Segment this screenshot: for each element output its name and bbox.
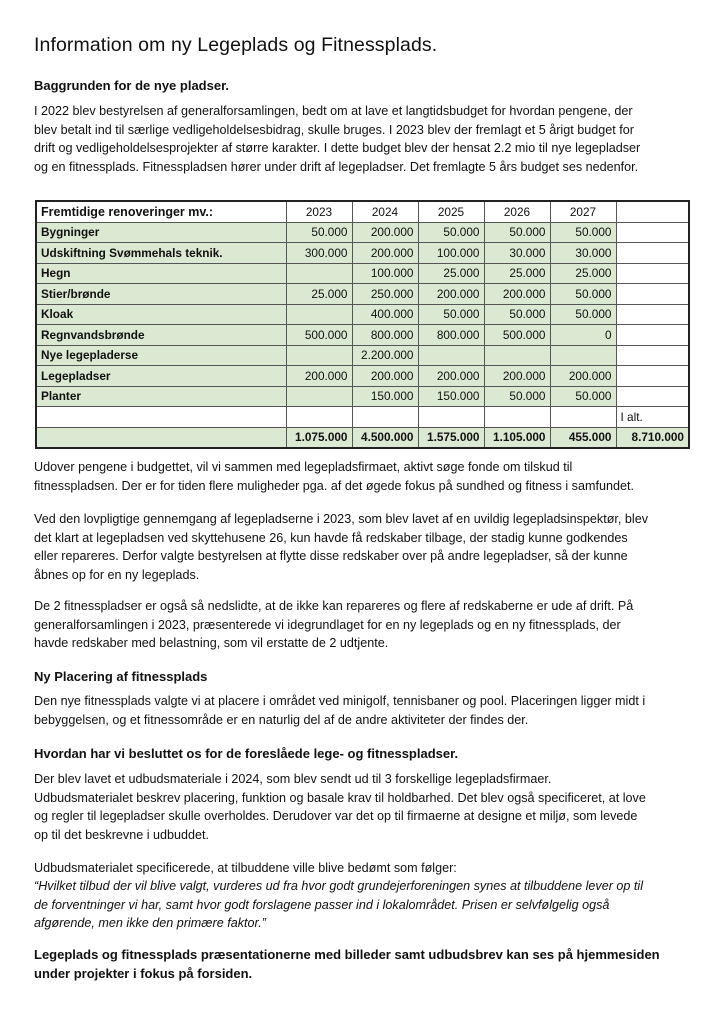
table-cell: 0 [550,325,616,346]
table-cell [286,304,352,325]
table-cell: 250.000 [352,284,418,305]
text-line: “Hvilket tilbud der vil blive valgt, vurderes ud fra hvor godt grundejerforeningen synes at tilbuddene lever op til [34,879,644,893]
total-cell: 1.075.000 [286,427,352,448]
paragraph-background [34,102,696,176]
row-label: Stier/brønde [36,284,286,305]
table-header-cell: 2024 [352,201,418,222]
row-label: Bygninger [36,222,286,243]
total-cell: 1.575.000 [418,427,484,448]
paragraph-funding [34,458,696,495]
table-row [36,263,689,284]
table-cell [418,407,484,428]
table-cell: 30.000 [550,243,616,264]
table-header-cell: 2023 [286,201,352,222]
text-line: under projekter i fokus på forsiden. [34,966,253,981]
total-cell: 455.000 [550,427,616,448]
table-cell [616,345,689,366]
table-header-cell [616,201,689,222]
table-row [36,386,689,407]
table-cell: 200.000 [418,366,484,387]
table-cell: 50.000 [484,222,550,243]
text-line: Udover pengene i budgettet, vil vi sammen med legepladsfirmaet, aktivt søge fonde om tilskud til [34,460,573,474]
table-cell: 100.000 [352,263,418,284]
table-cell [550,345,616,366]
table-cell: 100.000 [418,243,484,264]
row-label: Legepladser [36,366,286,387]
text-line: I 2022 blev bestyrelsen af generalforsamlingen, bedt om at lave et langtidsbudget for hvordan pengene, der [34,104,633,118]
table-cell: 50.000 [550,386,616,407]
table-cell [616,366,689,387]
table-cell: 2.200.000 [352,345,418,366]
table-cell [418,345,484,366]
row-label: Hegn [36,263,286,284]
table-cell: 500.000 [286,325,352,346]
table-header-cell: Fremtidige renoveringer mv.: [36,201,286,222]
text-line: blev betalt ind til særlige vedligeholdelsesbidrag, skulle bruges. I 2023 blev der fremlagt et 5 årigt budget for [34,122,634,137]
table-cell: 200.000 [352,243,418,264]
table-cell: 50.000 [484,386,550,407]
total-cell: 4.500.000 [352,427,418,448]
row-label [36,427,286,448]
text-line: op til det beskrevne i udbuddet. [34,827,210,842]
paragraph-inspection [34,510,696,584]
table-cell: 200.000 [418,284,484,305]
table-row [36,325,689,346]
table-cell: 200.000 [550,366,616,387]
table-header-row [36,201,689,222]
table-cell [484,345,550,366]
table-cell: 200.000 [484,366,550,387]
table-cell: 50.000 [418,222,484,243]
text-line: de forventninger vi har, samt hvor godt forslagene passer ind i lokalområdet. Prisen er selvfølgelig også [34,897,610,912]
table-cell [616,304,689,325]
text-line: det klart at legepladsen ved skyttehusene 26, kun havde få redskaber tilbage, der stadig kunne godkendes [34,530,628,545]
table-row [36,222,689,243]
table-cell: 25.000 [286,284,352,305]
table-cell [616,284,689,305]
table-cell: 50.000 [550,222,616,243]
paragraph-fitness-worn [34,597,696,653]
paragraph-evaluation-intro [34,859,696,878]
paragraph-tender [34,770,696,844]
table-cell [616,222,689,243]
text-line: generalforsamlingen i 2023, præsenterede vi idegrundlaget for en ny legeplads og en ny fitnessplads, der [34,617,621,632]
table-cell: 500.000 [484,325,550,346]
table-cell [286,263,352,284]
table-cell: 200.000 [352,222,418,243]
section-heading-background: Baggrunden for de nye pladser. [34,78,230,93]
table-cell: 800.000 [352,325,418,346]
table-cell: 50.000 [286,222,352,243]
table-cell: 200.000 [484,284,550,305]
table-cell: 800.000 [418,325,484,346]
table-total-row [36,427,689,448]
table-row [36,366,689,387]
text-line: fitnesspladsen. Der er for tiden flere muligheder pga. af det øgede fokus på sundhed og fitness i samfundet. [34,478,634,493]
table-cell: 300.000 [286,243,352,264]
table-cell [616,325,689,346]
table-cell [550,407,616,428]
table-row [36,407,689,428]
table-cell: 50.000 [550,284,616,305]
table-cell [286,345,352,366]
table-cell: 25.000 [550,263,616,284]
table-header-cell: 2027 [550,201,616,222]
text-line: Ved den lovpligtige gennemgang af legepladserne i 2023, som blev lavet af en uvildig legepladsinspektør, blev [34,512,649,526]
text-line: drift og vedligeholdelsesprojekter af større karakter. I dette budget blev der hensat 2.2 mio til nye legepladser [34,141,641,155]
table-cell [484,407,550,428]
text-line: Den nye fitnessplads valgte vi at placere i området ved minigolf, tennisbaner og pool. Placeringen ligger midt i [34,694,646,708]
text-line: og en fitnessplads. Fitnesspladsen hører under drift af legepladser. Det fremlagte 5 års budget ses nedenfor. [34,159,639,174]
evaluation-quote [34,877,696,933]
table-cell: 25.000 [484,263,550,284]
text-line: Udbudsmaterialet beskrev placering, funktion og basale krav til holdbarhed. Det blev også specificeret, at love [34,790,646,805]
table-row [36,304,689,325]
section-heading-placement: Ny Placering af fitnessplads [34,669,208,684]
row-label: Regnvandsbrønde [36,325,286,346]
row-label: Udskiftning Svømmehals teknik. [36,243,286,264]
text-line: afgørende, men ikke den primære faktor.” [34,916,266,930]
table-cell: 400.000 [352,304,418,325]
table-cell: 150.000 [418,386,484,407]
table-cell [616,243,689,264]
text-line: Legeplads og fitnessplads præsentationerne med billeder samt udbudsbrev kan ses på hjemmesiden [34,947,660,962]
text-line: havde redskaber med belastning, som vil erstatte de 2 udtjente. [34,636,389,650]
table-row [36,284,689,305]
total-label: I alt. [616,407,689,428]
text-line: og regler til legepladser skulle overholdes. Derudover var det op til firmaerne at designe et miljø, som levede [34,809,638,823]
row-label: Kloak [36,304,286,325]
table-cell [616,386,689,407]
closing-note [34,945,696,983]
table-row [36,345,689,366]
row-label: Nye legepladerse [36,345,286,366]
row-label: Planter [36,386,286,407]
paragraph-placement [34,692,696,729]
table-header-cell: 2025 [418,201,484,222]
table-cell: 50.000 [550,304,616,325]
table-cell: 50.000 [484,304,550,325]
table-cell: 150.000 [352,386,418,407]
table-cell [616,263,689,284]
table-cell: 25.000 [418,263,484,284]
text-line: Udbudsmaterialet specificerede, at tilbuddene ville blive bedømt som følger: [34,861,457,875]
page-title: Information om ny Legeplads og Fitnessplads. [34,34,438,56]
budget-table [35,200,688,450]
table-row [36,243,689,264]
text-line: åbnes op for en ny legeplads. [34,567,200,582]
table-cell [352,407,418,428]
text-line: De 2 fitnesspladser er også så nedslidte, at de ikke kan repareres og flere af redskaberne er ude af drift. På [34,599,634,613]
table-header-cell: 2026 [484,201,550,222]
text-line: Der blev lavet et udbudsmateriale i 2024, som blev sendt ud til 3 forskellige legepladsfirmaer. [34,772,552,786]
table-cell [286,407,352,428]
table-cell: 50.000 [418,304,484,325]
table-cell: 30.000 [484,243,550,264]
text-line: eller repareres. Derfor valgte bestyrelsen at flytte disse redskaber over på andre legepladser, så der kunne [34,549,628,563]
table-cell [286,386,352,407]
grand-total-cell: 8.710.000 [616,427,689,448]
text-line: bebyggelsen, og et fitnessområde er en naturlig del af de andre aktiviteter der findes der. [34,712,529,727]
total-cell: 1.105.000 [484,427,550,448]
table-cell: 200.000 [352,366,418,387]
table-cell: 200.000 [286,366,352,387]
row-label [36,407,286,428]
section-heading-decision: Hvordan har vi besluttet os for de foreslåede lege- og fitnesspladser. [34,746,459,761]
